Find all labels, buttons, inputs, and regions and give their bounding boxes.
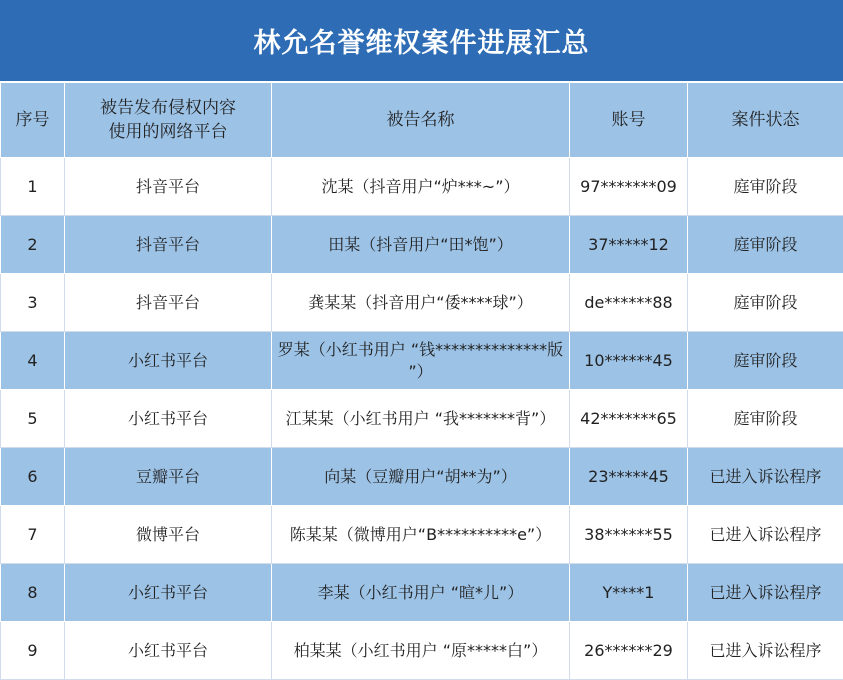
header-account: 账号 — [570, 83, 688, 158]
header-row — [1, 83, 843, 158]
cell-name: 陈某某（微博用户“B**********e”） — [272, 506, 570, 564]
cell-num: 6 — [1, 448, 65, 506]
cell-name: 沈某（抖音用户“炉***~”） — [272, 158, 570, 216]
table-row — [1, 216, 843, 274]
cell-num: 2 — [1, 216, 65, 274]
cell-num: 5 — [1, 390, 65, 448]
header-status: 案件状态 — [688, 83, 843, 158]
case-table — [0, 82, 843, 680]
header-name: 被告名称 — [272, 83, 570, 158]
cell-account: 37*****12 — [570, 216, 688, 274]
table-row — [1, 274, 843, 332]
cell-name: 罗某（小红书用户 “钱**************版 ”） — [272, 332, 570, 390]
cell-status: 庭审阶段 — [688, 274, 843, 332]
table-row — [1, 332, 843, 390]
cell-account: 26******29 — [570, 622, 688, 680]
cell-account: 97*******09 — [570, 158, 688, 216]
cell-platform: 小红书平台 — [65, 564, 272, 622]
cell-status: 庭审阶段 — [688, 332, 843, 390]
cell-status: 已进入诉讼程序 — [688, 448, 843, 506]
cell-num: 8 — [1, 564, 65, 622]
cell-account: 42*******65 — [570, 390, 688, 448]
table-row — [1, 448, 843, 506]
cell-account: 23*****45 — [570, 448, 688, 506]
cell-name: 李某（小红书用户 “暄*儿”） — [272, 564, 570, 622]
cell-platform: 小红书平台 — [65, 390, 272, 448]
cell-platform: 微博平台 — [65, 506, 272, 564]
cell-platform: 小红书平台 — [65, 332, 272, 390]
cell-platform: 抖音平台 — [65, 274, 272, 332]
cell-num: 3 — [1, 274, 65, 332]
cell-account: Y****1 — [570, 564, 688, 622]
cell-num: 7 — [1, 506, 65, 564]
table-row — [1, 564, 843, 622]
table-row — [1, 506, 843, 564]
cell-platform: 抖音平台 — [65, 158, 272, 216]
cell-platform: 小红书平台 — [65, 622, 272, 680]
cell-status: 已进入诉讼程序 — [688, 506, 843, 564]
cell-account: 38******55 — [570, 506, 688, 564]
cell-name: 向某（豆瓣用户“胡**为”） — [272, 448, 570, 506]
cell-name: 江某某（小红书用户 “我*******背”） — [272, 390, 570, 448]
table-row — [1, 390, 843, 448]
cell-num: 4 — [1, 332, 65, 390]
cell-platform: 抖音平台 — [65, 216, 272, 274]
cell-name: 柏某某（小红书用户 “原*****白”） — [272, 622, 570, 680]
cell-platform: 豆瓣平台 — [65, 448, 272, 506]
cell-status: 庭审阶段 — [688, 390, 843, 448]
cell-account: 10******45 — [570, 332, 688, 390]
header-num: 序号 — [1, 83, 65, 158]
cell-status: 已进入诉讼程序 — [688, 622, 843, 680]
header-platform: 被告发布侵权内容 使用的网络平台 — [65, 83, 272, 158]
cell-status: 庭审阶段 — [688, 216, 843, 274]
table-row — [1, 158, 843, 216]
cell-num: 1 — [1, 158, 65, 216]
cell-status: 已进入诉讼程序 — [688, 564, 843, 622]
cell-account: de******88 — [570, 274, 688, 332]
cell-num: 9 — [1, 622, 65, 680]
table-row — [1, 622, 843, 680]
page-title: 林允名誉维权案件进展汇总 — [0, 0, 843, 82]
cell-status: 庭审阶段 — [688, 158, 843, 216]
cell-name: 龚某某（抖音用户“倭****球”） — [272, 274, 570, 332]
cell-name: 田某（抖音用户“田*饱”） — [272, 216, 570, 274]
